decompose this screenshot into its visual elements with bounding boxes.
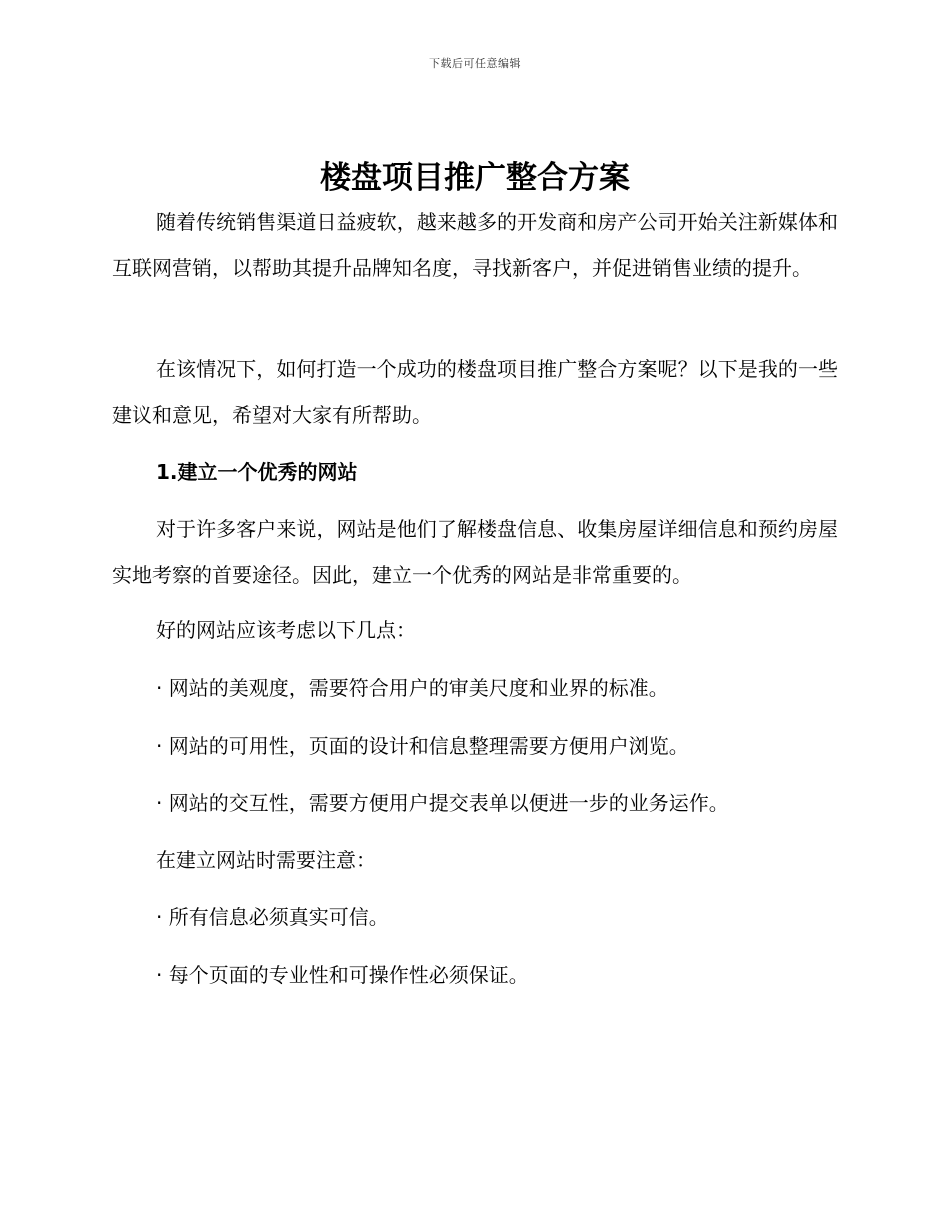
consideration-item: · 网站的美观度，需要符合用户的审美尺度和业界的标准。 [156, 676, 669, 700]
section-heading: 1.建立一个优秀的网站 [156, 460, 358, 484]
consideration-item: · 网站的交互性，需要方便用户提交表单以便进一步的业务运作。 [156, 791, 729, 815]
question-paragraph: 在该情况下，如何打造一个成功的楼盘项目推广整合方案呢？以下是我的一些建议和意见，希望对大家有所帮助。 [112, 357, 838, 427]
section-paragraph: 对于许多客户来说，网站是他们了解楼盘信息、收集房屋详细信息和预约房屋实地考察的首要途径。因此，建立一个优秀的网站是非常重要的。 [112, 517, 838, 587]
page-header-note: 下载后可任意编辑 [429, 57, 521, 70]
intro-paragraph: 随着传统销售渠道日益疲软，越来越多的开发商和房产公司开始关注新媒体和互联网营销，以帮助其提升品牌知名度，寻找新客户，并促进销售业绩的提升。 [112, 210, 838, 280]
note-item: · 所有信息必须真实可信。 [156, 905, 389, 929]
consideration-item: · 网站的可用性，页面的设计和信息整理需要方便用户浏览。 [156, 734, 689, 758]
considerations-intro: 好的网站应该考虑以下几点： [156, 618, 416, 642]
notes-intro: 在建立网站时需要注意： [156, 848, 376, 872]
note-item: · 每个页面的专业性和可操作性必须保证。 [156, 963, 529, 987]
document-title: 楼盘项目推广整合方案 [320, 160, 630, 196]
